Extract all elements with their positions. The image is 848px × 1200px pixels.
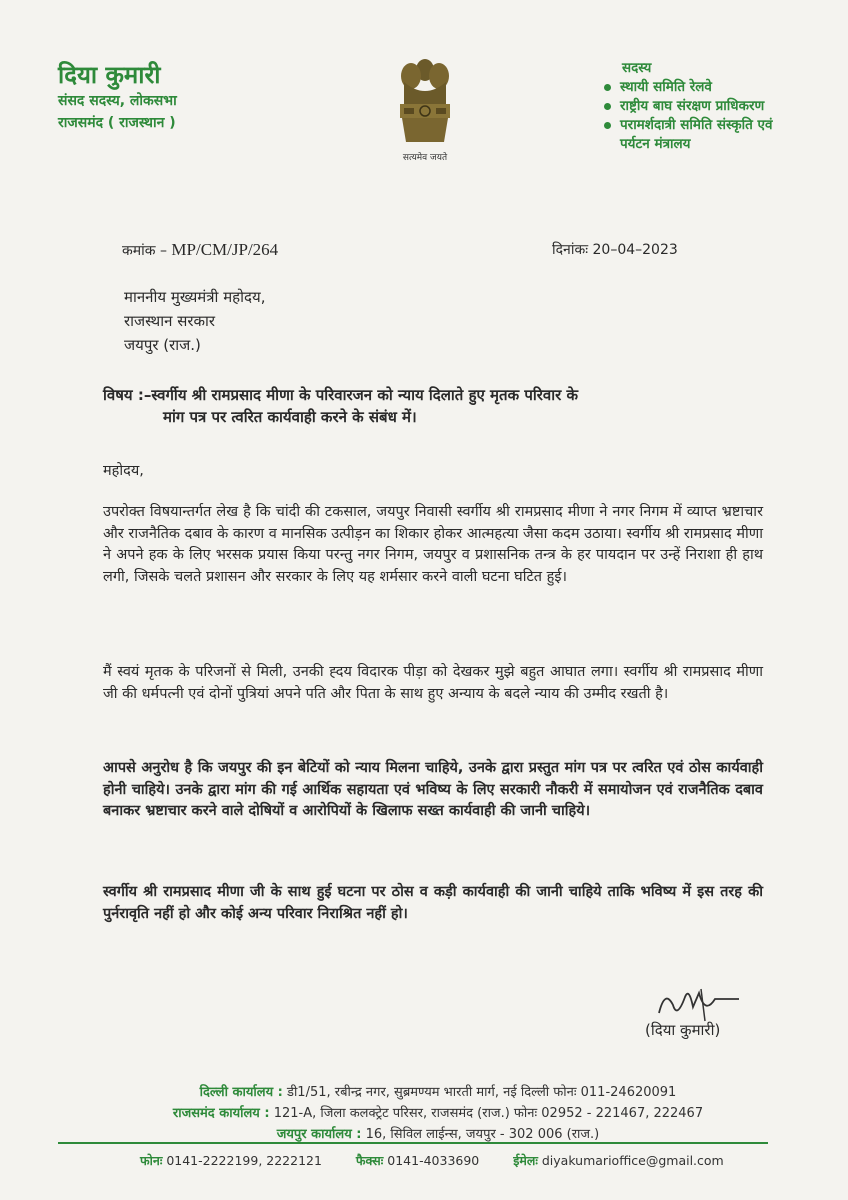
signatory-name: (दिया कुमारी) <box>645 1021 721 1039</box>
reference-number: कमांक – MP/CM/JP/264 <box>122 240 279 259</box>
footer-rajsamand-office: राजसमंद कार्यालय : 121-A, जिला कलक्ट्रेट परिसर, राजसमंद (राज.) फोनः 02952 - 221467, 222467 <box>172 1106 704 1121</box>
footer-contacts <box>140 1152 754 1169</box>
letterhead-right <box>598 58 772 154</box>
footer-fax: फैक्सः 0141-4033690 <box>355 1153 480 1168</box>
addressee-block: माननीय मुख्यमंत्री महोदय, राजस्थान सरकार जयपुर (राज.) <box>124 288 266 354</box>
membership-list <box>598 78 772 154</box>
bullet-icon <box>604 84 611 91</box>
body-paragraph: मैं स्वयं मृतक के परिजनों से मिली, उनकी ह्दय विदारक पीड़ा को देखकर मुझे बहुत आघात लगा। स्वर्गीय श्री रामप्रसाद मीणा जी की धर्मपत्नी एवं दोनों पुत्रियां अपने पति और पिता के साथ हुए अन्याय के बदले न्याय की उम्मीद रखती है। <box>103 664 763 702</box>
footer-jaipur-office: जयपुर कार्यालय : 16, सिविल लाईन्स, जयपुर - 302 006 (राज.) <box>276 1127 600 1142</box>
letter-date: दिनांकः 20–04–2023 <box>552 242 678 258</box>
footer-phone: फोनः 0141-2222199, 2222121 <box>140 1153 322 1168</box>
membership-item: राष्ट्रीय बाघ संरक्षण प्राधिकरण <box>598 97 772 116</box>
subject-line: विषय :–स्वर्गीय श्री रामप्रसाद मीणा के परिवारजन को न्याय दिलाते हुए मृतक परिवार के मांग पत्र पर त्वरित कार्यवाही करने के संबंध में। <box>103 386 578 426</box>
membership-title: सदस्य <box>622 60 652 76</box>
membership-item: स्थायी समिति रेलवे <box>598 78 772 97</box>
emblem-motto: सत्यमेव जयते <box>402 153 448 163</box>
sender-name: दिया कुमारी <box>58 61 161 89</box>
footer-email: ईमेलः diyakumarioffice@gmail.com <box>513 1153 724 1168</box>
bullet-icon <box>604 122 611 129</box>
footer-divider <box>58 1142 768 1144</box>
body-paragraph: आपसे अनुरोध है कि जयपुर की इन बेटियों को न्याय मिलना चाहिये, उनके द्वारा प्रस्तुत मांग पत्र पर त्वरित एवं ठोस कार्यवाही होनी चाहिये। उनके द्वारा मांग की गई आर्थिक सहायता एवं भविष्य के लिए सरकारी नौकरी में समायोजन एवं राजनैतिक दबाव बनाकर भ्रष्टाचार करने वाले दोषियों व आरोपियों के खिलाफ सख्त कार्यवाही की जानी चाहिये। <box>103 760 763 819</box>
national-emblem <box>388 52 462 164</box>
footer-delhi-office: दिल्ली कार्यालय : डी1/51, रबीन्द्र नगर, सुब्रमण्यम भारती मार्ग, नई दिल्ली फोनः 011-24620091 <box>199 1085 677 1100</box>
bullet-icon <box>604 103 611 110</box>
membership-item: परामर्शदात्री समिति संस्कृति एवं पर्यटन मंत्रालय <box>598 116 772 154</box>
sender-designation: संसद सदस्य, लोकसभा <box>58 93 177 109</box>
lion-capital-icon <box>394 52 456 148</box>
letterhead-left <box>58 60 177 134</box>
handwritten-signature <box>655 985 745 1025</box>
body-paragraph: उपरोक्त विषयान्तर्गत लेख है कि चांदी की टकसाल, जयपुर निवासी स्वर्गीय श्री रामप्रसाद मीणा ने नगर निगम में व्याप्त भ्रष्टाचार और राजनैतिक दबाव के कारण व मानसिक उत्पीड़न का शिकार होकर आत्महत्या जैसा कदम उठाया। स्वर्गीय श्री रामप्रसाद मीणा ने अपने हक के लिए भरसक प्रयास किया परन्तु नगर निगम, जयपुर व प्रशासनिक तन्त्र के हर पायदान पर उन्हें निराशा ही हाथ लगी, जिसके चलते प्रशासन और सरकार के लिए यह शर्मसार करने वाली घटना घटित हुई। <box>103 504 763 585</box>
salutation: महोदय, <box>103 463 144 479</box>
body-paragraph: स्वर्गीय श्री रामप्रसाद मीणा जी के साथ हुई घटना पर ठोस व कड़ी कार्यवाही की जानी चाहिये ताकि भविष्य में इस तरह की पुर्नरावृति नहीं हो और कोई अन्य परिवार निराश्रित नहीं हो। <box>103 884 763 922</box>
sender-constituency: राजसमंद ( राजस्थान ) <box>58 115 176 131</box>
